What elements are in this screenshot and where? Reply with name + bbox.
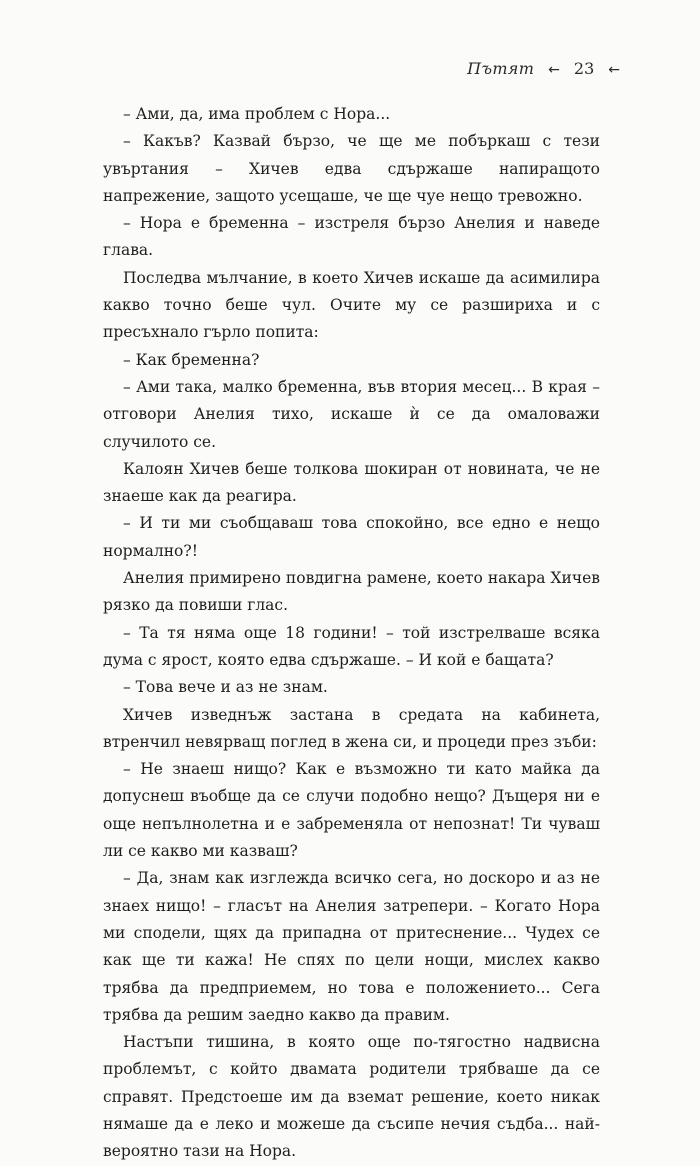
paragraph: Калоян Хичев беше толкова шокиран от новината, че не знаеше как да реагира. (103, 459, 600, 506)
paragraph: – Да, знам как изглежда всичко сега, но доскоро и аз не знаех нищо! – гласът на Анелия затрепери. – Когато Нора ми сподели, щях да припадна от притеснение... Чудех се как ще ти кажа! Не спях по цели нощи, мислех какво трябва да предприемем, но това е положението... Сега трябва да решим заедно какво да правим. (103, 869, 600, 1024)
paragraph: – И ти ми съобщаваш това спокойно, все едно е нещо нормално?! (103, 514, 600, 560)
paragraph: Анелия примирено повдигна рамене, което накара Хичев рязко да повиши глас. (103, 569, 600, 615)
paragraph: – Това вече и аз не знам. (123, 678, 328, 697)
paragraph: – Ами така, малко бременна, във втория месец... В края – отговори Анелия тихо, искаше ѝ се да омаловажи случилото се. (103, 377, 600, 451)
paragraph: – Какъв? Казвай бързо, че ще ме побъркаш с тези увъртания – Хичев едва сдържаше напиращото напрежение, защото усещаше, че ще чуе нещо тревожно. (103, 132, 600, 205)
arrow-left-icon: ← (608, 62, 620, 78)
body-text (103, 101, 600, 1166)
paragraph: – Не знаеш нищо? Как е възможно ти като майка да допуснеш въобще да се случи подобно нещо? Дъщеря ни е още непълнолетна и е забременяла от непознат! Ти чуваш ли се какво ми казваш? (103, 760, 600, 861)
paragraph: Настъпи тишина, в която още по-тягостно надвисна проблемът, с който двамата родители трябваше да се справят. Предстоеше им да вземат решение, което никак нямаше да е леко и можеше да съсипе нечия съдба... най-вероятно тази на Нора. (103, 1033, 600, 1161)
paragraph: – Ами, да, има проблем с Нора... (123, 105, 391, 123)
running-header (467, 58, 620, 81)
paragraph: – Нора е бременна – изстреля бързо Анелия и наведе глава. (103, 214, 600, 260)
arrow-left-icon: ← (548, 62, 560, 78)
paragraph: – Как бременна? (123, 350, 260, 369)
paragraph: Хичев изведнъж застана в средата на кабинета, втренчил невярващ поглед в жена си, и процеди през зъби: (103, 705, 600, 751)
page-number: 23 (573, 59, 595, 78)
chapter-title: Пътят (467, 59, 535, 78)
paragraph: – Та тя няма още 18 години! – той изстрелваше всяка дума с ярост, която едва сдържаше. – И кой е бащата? (103, 623, 600, 669)
paragraph: Последва мълчание, в което Хичев искаше да асимилира какво точно беше чул. Очите му се разшириха и с пресъхнало гърло попита: (103, 268, 600, 342)
